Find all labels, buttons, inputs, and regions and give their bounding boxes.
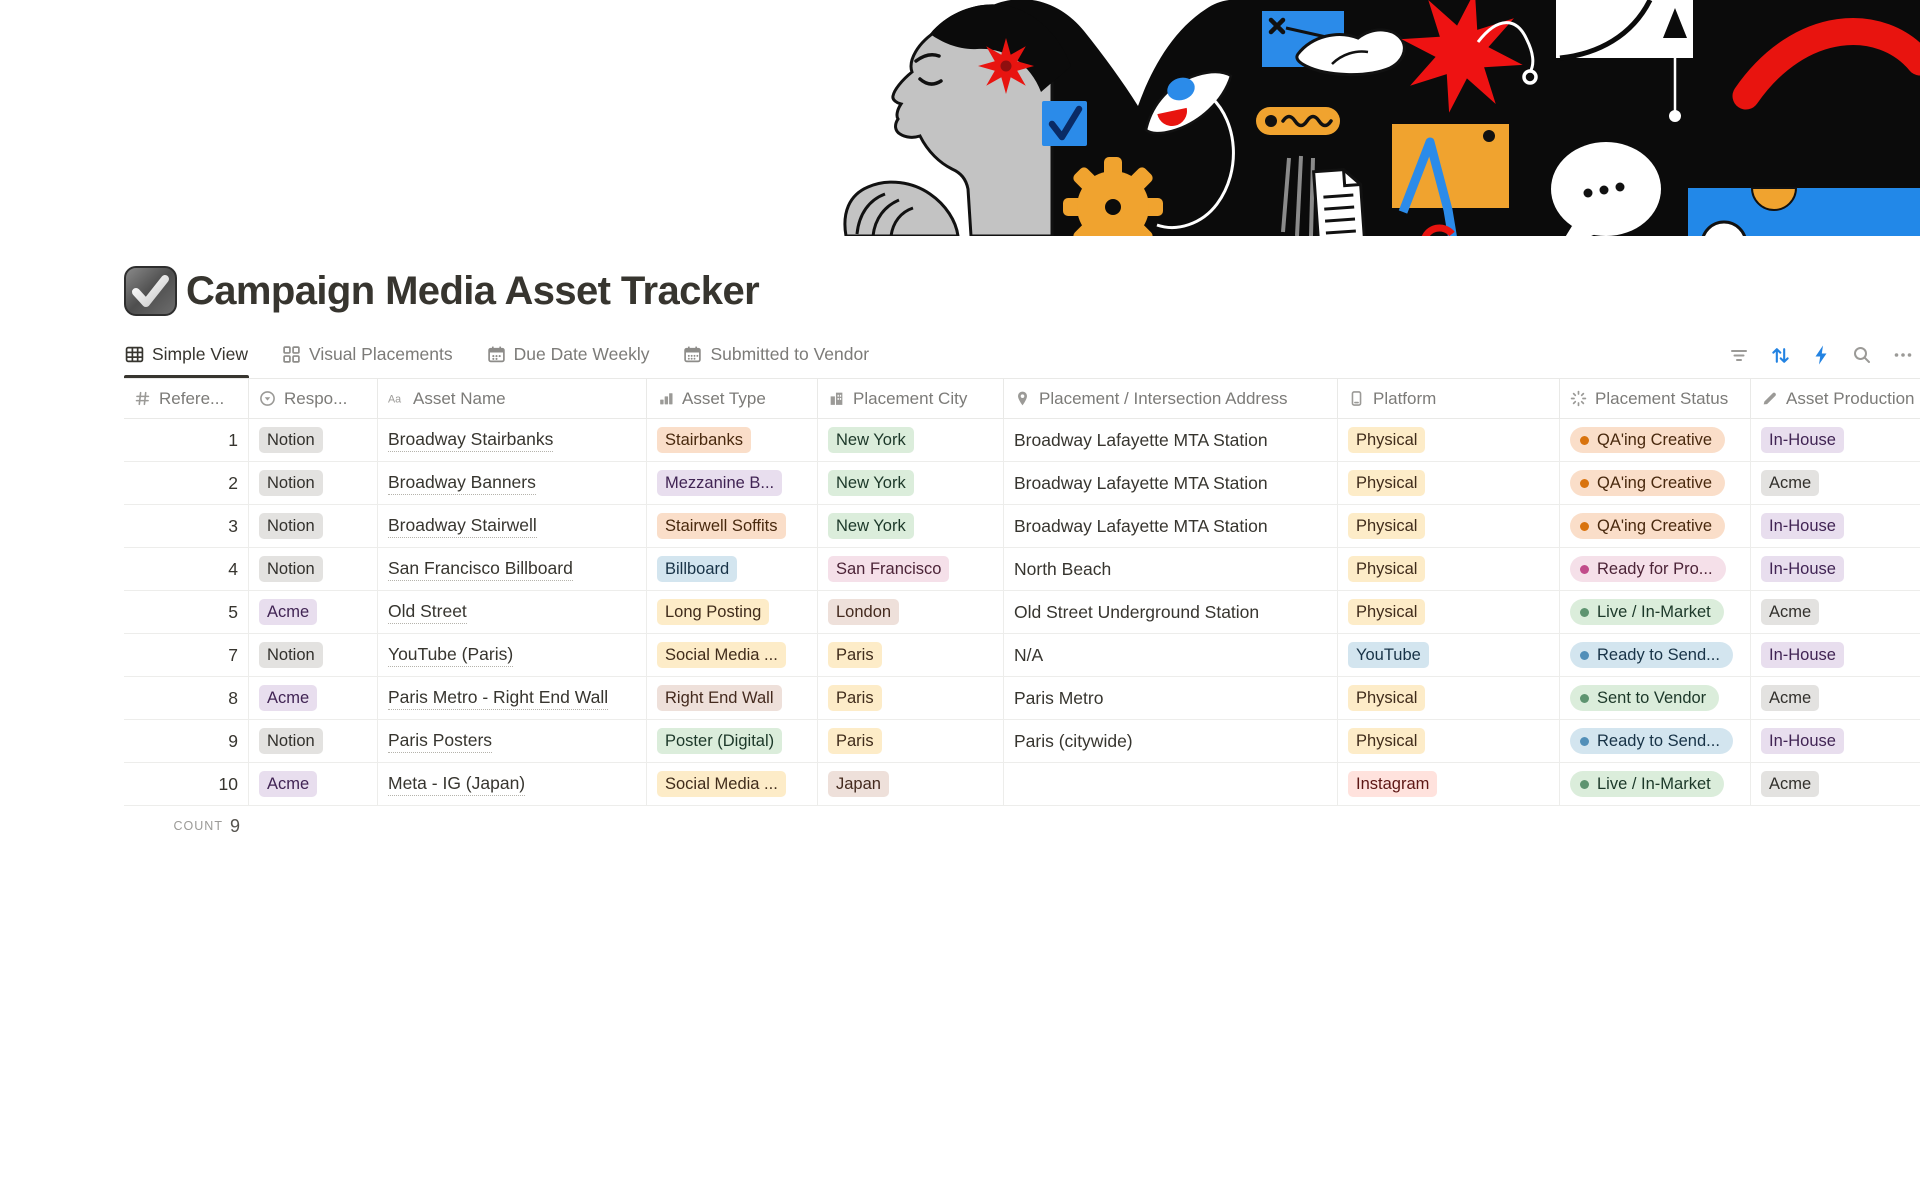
column-header-asset-name[interactable] <box>378 379 647 418</box>
pen-icon <box>1761 390 1778 407</box>
cell-responsible[interactable] <box>249 548 378 590</box>
tab-submitted-to-vendor[interactable] <box>682 336 870 378</box>
cell-reference[interactable]: 4 <box>124 548 249 590</box>
cell-platform[interactable] <box>1338 548 1560 590</box>
cell-placement-status[interactable] <box>1560 462 1751 504</box>
cell-placement-status[interactable] <box>1560 763 1751 805</box>
tag: Mezzanine B... <box>657 470 782 497</box>
cell-platform[interactable] <box>1338 591 1560 633</box>
checkbox-illustration-icon <box>1042 101 1087 146</box>
column-label: Asset Type <box>682 388 766 408</box>
status-dot <box>1580 522 1589 531</box>
cell-address[interactable]: Broadway Lafayette MTA Station <box>1004 505 1338 547</box>
status-label: Live / In-Market <box>1597 602 1711 621</box>
tag: Physical <box>1348 427 1425 454</box>
status-pill <box>1570 556 1726 583</box>
table-row <box>124 720 1920 763</box>
cell-placement-city[interactable] <box>818 763 1004 805</box>
cell-placement-status[interactable] <box>1560 591 1751 633</box>
view-tab-bar <box>124 334 1920 378</box>
status-dot <box>1580 780 1589 789</box>
tag: Japan <box>828 771 889 798</box>
tag: Notion <box>259 556 323 583</box>
table-row <box>124 763 1920 806</box>
cell-asset-production[interactable] <box>1751 591 1920 633</box>
column-header-reference[interactable] <box>124 379 249 418</box>
cell-asset-name[interactable] <box>378 677 647 719</box>
blue-panel <box>1688 188 1920 236</box>
cell-asset-type[interactable] <box>647 634 818 676</box>
column-header-asset-production[interactable] <box>1751 379 1920 418</box>
cell-asset-name[interactable] <box>378 591 647 633</box>
status-label: Ready to Send... <box>1597 731 1720 750</box>
bar-chart-icon <box>657 390 674 407</box>
asset-name-text: San Francisco Billboard <box>388 558 573 581</box>
cell-asset-type[interactable] <box>647 591 818 633</box>
cell-reference[interactable]: 2 <box>124 462 249 504</box>
table-row <box>124 462 1920 505</box>
column-label: Platform <box>1373 388 1437 408</box>
cell-asset-production[interactable] <box>1751 634 1920 676</box>
svg-text:Aa: Aa <box>388 393 402 406</box>
cell-asset-production[interactable] <box>1751 419 1920 461</box>
tag: Paris <box>828 642 882 669</box>
cell-asset-production[interactable] <box>1751 505 1920 547</box>
cell-address[interactable]: North Beach <box>1004 548 1338 590</box>
calendar-view-icon <box>487 345 506 364</box>
tag: New York <box>828 427 914 454</box>
filter-button[interactable] <box>1728 344 1750 366</box>
more-button[interactable] <box>1892 344 1914 366</box>
title-icon <box>388 390 405 407</box>
status-dot <box>1580 608 1589 617</box>
sort-icon <box>1770 345 1791 366</box>
pin-icon <box>1014 390 1031 407</box>
cell-placement-city[interactable] <box>818 419 1004 461</box>
status-label: QA'ing Creative <box>1597 516 1713 535</box>
table-header-row <box>124 379 1920 419</box>
tag: Physical <box>1348 513 1425 540</box>
column-label: Asset Name <box>413 388 506 408</box>
table-row <box>124 677 1920 720</box>
asset-name-text: Old Street <box>388 601 467 624</box>
cell-address[interactable]: Paris Metro <box>1004 677 1338 719</box>
sort-button[interactable] <box>1769 344 1791 366</box>
asset-name-text: YouTube (Paris) <box>388 644 513 667</box>
status-pill <box>1570 427 1725 454</box>
column-header-placement-city[interactable] <box>818 379 1004 418</box>
cell-responsible[interactable] <box>249 419 378 461</box>
device-icon <box>1348 390 1365 407</box>
column-header-asset-type[interactable] <box>647 379 818 418</box>
view-tabs <box>124 336 870 378</box>
tag: In-House <box>1761 728 1844 755</box>
tag: In-House <box>1761 513 1844 540</box>
cell-asset-production[interactable] <box>1751 763 1920 805</box>
tag: Acme <box>259 685 317 712</box>
status-label: QA'ing Creative <box>1597 430 1713 449</box>
column-label: Asset Production <box>1786 388 1915 408</box>
cell-placement-status[interactable] <box>1560 720 1751 762</box>
cell-responsible[interactable] <box>249 720 378 762</box>
cell-responsible[interactable] <box>249 505 378 547</box>
tag: Notion <box>259 470 323 497</box>
select-icon <box>259 390 276 407</box>
tag: Paris <box>828 685 882 712</box>
cell-asset-name[interactable] <box>378 720 647 762</box>
cell-placement-status[interactable] <box>1560 548 1751 590</box>
cell-reference[interactable]: 1 <box>124 419 249 461</box>
cell-asset-type[interactable] <box>647 677 818 719</box>
table-row <box>124 591 1920 634</box>
cell-asset-name[interactable] <box>378 505 647 547</box>
cell-placement-status[interactable] <box>1560 634 1751 676</box>
status-dot <box>1580 436 1589 445</box>
tag: Social Media ... <box>657 771 786 798</box>
cell-asset-type[interactable] <box>647 505 818 547</box>
tag: In-House <box>1761 556 1844 583</box>
checkbox-emoji-icon <box>124 266 177 316</box>
more-icon <box>1892 345 1914 365</box>
tag: San Francisco <box>828 556 949 583</box>
column-header-placement-status[interactable] <box>1560 379 1751 418</box>
tab-due-date-weekly[interactable] <box>486 336 651 378</box>
tag: Physical <box>1348 470 1425 497</box>
status-label: QA'ing Creative <box>1597 473 1713 492</box>
cell-responsible[interactable] <box>249 634 378 676</box>
tag: Stairbanks <box>657 427 751 454</box>
view-toolbar <box>1728 344 1920 378</box>
tag: Physical <box>1348 685 1425 712</box>
asset-name-text: Broadway Banners <box>388 472 536 495</box>
cell-asset-name[interactable] <box>378 419 647 461</box>
tag: Long Posting <box>657 599 769 626</box>
yellow-pill-icon <box>1256 107 1340 135</box>
cell-reference[interactable]: 9 <box>124 720 249 762</box>
cell-placement-city[interactable] <box>818 462 1004 504</box>
tag: Social Media ... <box>657 642 786 669</box>
cell-reference[interactable]: 3 <box>124 505 249 547</box>
asset-name-text: Broadway Stairwell <box>388 515 537 538</box>
cell-placement-city[interactable] <box>818 548 1004 590</box>
tag: Stairwell Soffits <box>657 513 786 540</box>
speech-bubble-icon <box>1551 142 1661 236</box>
column-header-platform[interactable] <box>1338 379 1560 418</box>
tag: Notion <box>259 642 323 669</box>
cell-platform[interactable] <box>1338 505 1560 547</box>
table-row <box>124 634 1920 677</box>
gallery-view-icon <box>282 345 301 364</box>
table-row <box>124 548 1920 591</box>
cell-asset-type[interactable] <box>647 720 818 762</box>
status-dot <box>1580 565 1589 574</box>
tag: Physical <box>1348 599 1425 626</box>
page-title[interactable]: Campaign Media Asset Tracker <box>186 268 760 313</box>
asset-name-text: Paris Posters <box>388 730 492 753</box>
tag: New York <box>828 513 914 540</box>
asset-name-text: Paris Metro - Right End Wall <box>388 687 608 710</box>
city-icon <box>828 390 845 407</box>
count-footer[interactable] <box>124 806 249 846</box>
column-header-address[interactable] <box>1004 379 1338 418</box>
cell-placement-city[interactable] <box>818 591 1004 633</box>
count-value: 9 <box>229 815 240 836</box>
filter-icon <box>1729 345 1749 365</box>
cell-asset-production[interactable] <box>1751 677 1920 719</box>
cell-responsible[interactable] <box>249 591 378 633</box>
cell-placement-status[interactable] <box>1560 505 1751 547</box>
cell-asset-production[interactable] <box>1751 548 1920 590</box>
tag: In-House <box>1761 427 1844 454</box>
automation-button[interactable] <box>1810 344 1832 366</box>
cell-responsible[interactable] <box>249 462 378 504</box>
asset-name-text: Meta - IG (Japan) <box>388 773 525 796</box>
count-label: COUNT <box>173 819 223 833</box>
table-row <box>124 419 1920 462</box>
cell-address[interactable] <box>1004 763 1338 805</box>
status-pill <box>1570 771 1724 798</box>
cell-asset-name[interactable] <box>378 548 647 590</box>
tab-label: Visual Placements <box>308 344 453 364</box>
status-dot <box>1580 479 1589 488</box>
status-dot <box>1580 737 1589 746</box>
tag: London <box>828 599 899 626</box>
cell-asset-name[interactable] <box>378 763 647 805</box>
tab-label: Submitted to Vendor <box>710 344 870 364</box>
cell-address[interactable]: Old Street Underground Station <box>1004 591 1338 633</box>
column-label: Placement / Intersection Address <box>1039 388 1288 408</box>
cell-platform[interactable] <box>1338 462 1560 504</box>
automation-lightning-icon <box>1812 345 1830 365</box>
page-icon-checkbox[interactable] <box>124 266 177 316</box>
cell-responsible[interactable] <box>249 677 378 719</box>
table-body <box>124 419 1920 806</box>
asset-name-text: Broadway Stairbanks <box>388 429 553 452</box>
cell-reference[interactable]: 10 <box>124 763 249 805</box>
cover-image <box>0 0 1920 236</box>
cell-platform[interactable] <box>1338 763 1560 805</box>
cell-asset-type[interactable] <box>647 419 818 461</box>
tag: Physical <box>1348 728 1425 755</box>
database-table <box>124 378 1920 846</box>
tab-label: Simple View <box>152 344 248 364</box>
cell-placement-city[interactable] <box>818 677 1004 719</box>
tag: Notion <box>259 427 323 454</box>
tag: Acme <box>259 771 317 798</box>
status-pill <box>1570 685 1719 712</box>
cell-reference[interactable]: 5 <box>124 591 249 633</box>
cell-asset-type[interactable] <box>647 462 818 504</box>
column-label: Placement City <box>853 388 968 408</box>
cell-asset-name[interactable] <box>378 634 647 676</box>
calendar-view-icon <box>683 345 702 364</box>
cell-placement-city[interactable] <box>818 634 1004 676</box>
cell-address[interactable]: Broadway Lafayette MTA Station <box>1004 419 1338 461</box>
cell-asset-name[interactable] <box>378 462 647 504</box>
column-label: Placement Status <box>1595 388 1729 408</box>
status-dot <box>1580 651 1589 660</box>
cell-platform[interactable] <box>1338 720 1560 762</box>
cell-placement-city[interactable] <box>818 505 1004 547</box>
tag: Poster (Digital) <box>657 728 782 755</box>
cell-platform[interactable] <box>1338 419 1560 461</box>
cell-asset-type[interactable] <box>647 763 818 805</box>
tag: Instagram <box>1348 771 1437 798</box>
column-header-responsible[interactable] <box>249 379 378 418</box>
tag: Notion <box>259 513 323 540</box>
cell-asset-production[interactable] <box>1751 720 1920 762</box>
tag: Billboard <box>657 556 737 583</box>
status-pill <box>1570 599 1724 626</box>
cell-platform[interactable] <box>1338 677 1560 719</box>
red-star-icon <box>978 38 1034 94</box>
status-label: Sent to Vendor <box>1597 688 1707 707</box>
hash-icon <box>134 390 151 407</box>
cell-address[interactable]: N/A <box>1004 634 1338 676</box>
cell-reference[interactable]: 8 <box>124 677 249 719</box>
status-dot <box>1580 694 1589 703</box>
tag: Acme <box>1761 599 1819 626</box>
status-pill <box>1570 728 1733 755</box>
status-pill <box>1570 642 1733 669</box>
status-label: Ready for Pro... <box>1597 559 1713 578</box>
column-label: Refere... <box>159 388 225 408</box>
tag: Paris <box>828 728 882 755</box>
status-label: Live / In-Market <box>1597 774 1711 793</box>
status-spinner-icon <box>1570 390 1587 407</box>
tag: Acme <box>1761 685 1819 712</box>
tag: Notion <box>259 728 323 755</box>
cell-responsible[interactable] <box>249 763 378 805</box>
status-pill <box>1570 470 1725 497</box>
tag: Physical <box>1348 556 1425 583</box>
tag: Acme <box>259 599 317 626</box>
search-icon <box>1852 345 1872 365</box>
cell-platform[interactable] <box>1338 634 1560 676</box>
tag: Right End Wall <box>657 685 782 712</box>
cell-placement-city[interactable] <box>818 720 1004 762</box>
tag: New York <box>828 470 914 497</box>
tab-label: Due Date Weekly <box>513 344 650 364</box>
cell-address[interactable]: Broadway Lafayette MTA Station <box>1004 462 1338 504</box>
search-button[interactable] <box>1851 344 1873 366</box>
status-pill <box>1570 513 1725 540</box>
cell-placement-status[interactable] <box>1560 677 1751 719</box>
tab-visual-placements[interactable] <box>281 336 454 378</box>
status-label: Ready to Send... <box>1597 645 1720 664</box>
tab-simple-view[interactable] <box>124 336 249 378</box>
cell-asset-type[interactable] <box>647 548 818 590</box>
cell-asset-production[interactable] <box>1751 462 1920 504</box>
tag: Acme <box>1761 771 1819 798</box>
column-label: Respo... <box>284 388 348 408</box>
cell-reference[interactable]: 7 <box>124 634 249 676</box>
table-row <box>124 505 1920 548</box>
cover-illustration <box>0 0 1920 236</box>
tag: In-House <box>1761 642 1844 669</box>
cell-placement-status[interactable] <box>1560 419 1751 461</box>
cell-address[interactable]: Paris (citywide) <box>1004 720 1338 762</box>
tag: Acme <box>1761 470 1819 497</box>
table-view-icon <box>125 345 144 364</box>
tag: YouTube <box>1348 642 1429 669</box>
